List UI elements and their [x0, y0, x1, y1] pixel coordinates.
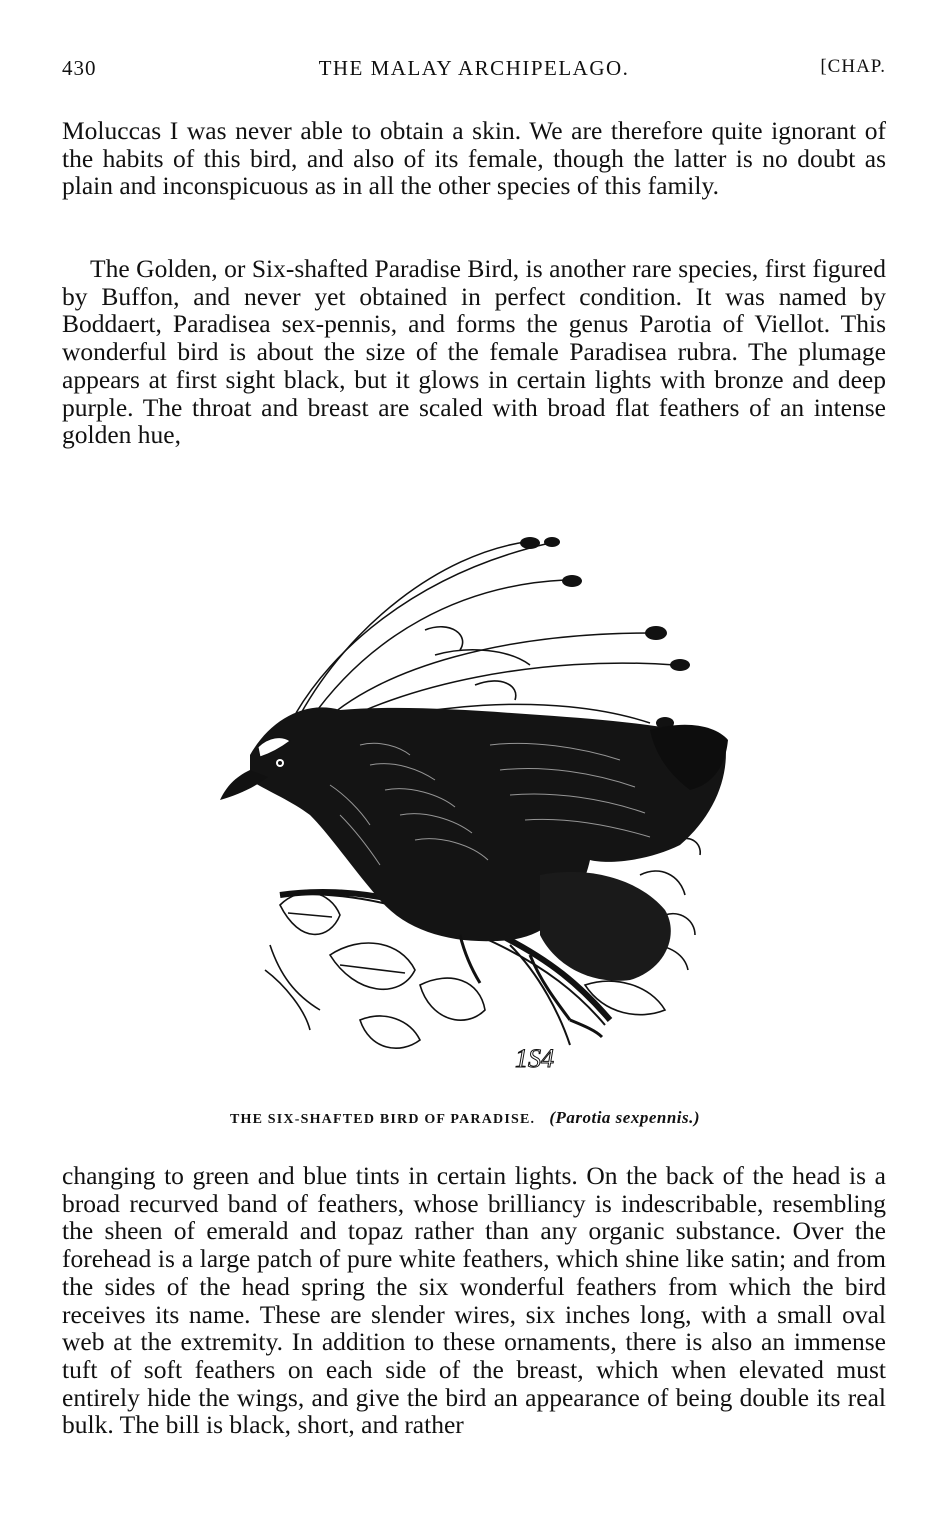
paragraph-description: changing to green and blue tints in certain lights. On the back of the head is a broad recurved band of feathers, whose brilliancy is indescribable, resembling the sheen of emerald and topaz rather than any organic substance. Over the forehead is a large patch of pure white feathers, which shine like satin; and from the sides of the head spring the six wonderful feathers from which the bird receives its name. These are slender wires, six inches long, with a small oval web at the extremity. In addition to these ornaments, there is also an immense tuft of soft feathers on each side of the breast, which when elevated must entirely hide the wings, and give the bird an appearance of being double its real bulk. The bill is black, short, and rather	[62, 1161, 886, 1440]
bird-illustration	[210, 515, 730, 1090]
engraver-signature: 1S4	[515, 1044, 554, 1073]
plume-wires	[296, 542, 675, 735]
paragraph-golden-paradise-bird: The Golden, or Six-shafted Paradise Bird, is another rare species, first figured by Buffon, and never yet obtained in perfect condition. It was named by Boddaert, Paradisea sex-pennis, and forms the genus Parotia of Viellot. This wonderful bird is about the size of the female Paradisea rubra. The plumage appears at first sight black, but it glows in certain lights with bronze and deep purple. The throat and breast are scaled with broad flat feathers of an intense golden hue,	[62, 254, 886, 450]
page-number: 430	[62, 56, 97, 80]
paragraph-continued: Moluccas I was never able to obtain a skin. We are therefore quite ignorant of the habits of this bird, and also of its female, though the latter is no doubt as plain and inconspicuous as in all the other species of this family.	[62, 116, 886, 201]
caption-latin-name: (Parotia sexpennis.)	[549, 1108, 701, 1127]
figure-caption	[0, 1108, 930, 1128]
running-head	[62, 56, 886, 86]
book-title: THE MALAY ARCHIPELAGO.	[318, 56, 630, 80]
caption-title: THE SIX-SHAFTED BIRD OF PARADISE.	[229, 1112, 536, 1127]
chapter-marker: [CHAP.	[820, 56, 886, 77]
bird-body	[220, 707, 728, 980]
plume-tips	[520, 537, 690, 729]
